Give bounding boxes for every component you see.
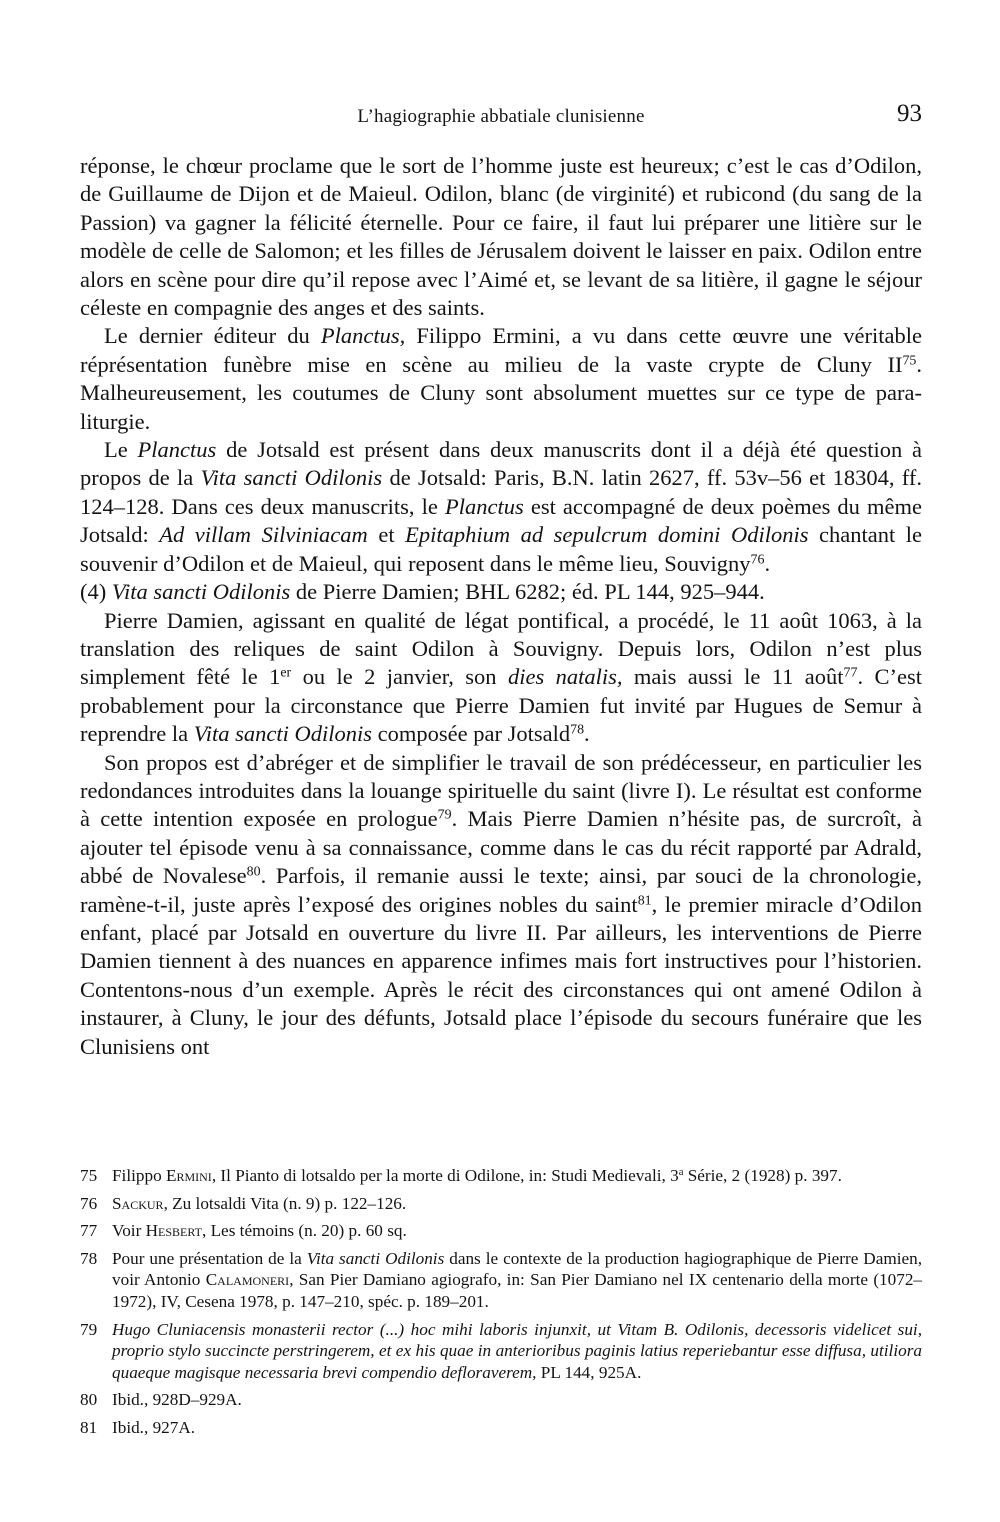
paragraph-4: [80, 578, 922, 606]
paragraph-3: [80, 436, 922, 578]
fn75-text-c: Série, 2 (1928) p. 397.: [683, 1166, 842, 1185]
footnote-number: 80: [80, 1390, 98, 1410]
p6-text-a: Son propos est d’abréger et de simplifier le travail de son prédécesseur, en particulier les redondances introduites dans la louange spirituelle du saint (livre I). Le résultat est conforme à cette intention exposée en prologue: [80, 749, 922, 832]
p5-text-e: composée par Jotsald: [372, 721, 571, 747]
p3-text-e: et: [367, 522, 406, 548]
p3-title-ad-villam: Ad villam Silviniacam: [159, 522, 368, 548]
p6-text-c: . Parfois, il remanie aussi le texte; ainsi, par souci de la chronologie, ramène-t-il, juste après l’exposé des origines nobles du saint: [80, 863, 922, 917]
running-header: [80, 100, 922, 140]
footnote-77: [80, 1220, 922, 1242]
p3-title-vita: Vita sancti Odilonis: [200, 465, 383, 491]
paragraph-1: [80, 152, 922, 322]
fn78-text-b: dans le contexte de la production hagiographique de Pierre Damien, voir Antonio: [112, 1248, 922, 1290]
p6-text-b: . Mais Pierre Damien n’hésite pas, de surcroît, à ajouter tel épisode venu à sa connaissance, comme dans le cas du récit rapporté par Adrald, abbé de Novalese: [80, 806, 922, 889]
p4-text-a: (4): [80, 579, 112, 605]
p2-text-a: Le dernier éditeur du: [104, 323, 321, 349]
footnote-number: 78: [80, 1248, 98, 1268]
footnote-81: [80, 1417, 922, 1439]
footnote-text: [112, 1248, 922, 1313]
p3-title-epitaphium: Epitaphium ad sepulcrum domini Odilonis: [405, 522, 809, 548]
p3-text-c: de Jotsald: Paris, B.N. latin 2627, ff. 53v–56 et 18304, ff. 124–128. Dans ces deux manuscrits, le: [80, 465, 922, 519]
fn79-latin-quote: Hugo Cluniacensis monasterii rector (...) hoc mihi laboris injunxit, ut Vitam B. Odilonis, decessoris videlicet sui, proprio stylo succincte perstringerem, et ex his quae in anterioribus paginis latius reperiebantur esse diffusa, utiliora quaeque magisque necessaria brevi compendio defloraverem,: [112, 1319, 922, 1382]
fn75-sup: a: [678, 1167, 684, 1179]
p3-text-g: .: [764, 550, 771, 576]
footnote-78: [80, 1248, 922, 1313]
fn77-text-b: , Les témoins (n. 20) p. 60 sq.: [201, 1221, 407, 1241]
footnote-ref-76[interactable]: 76: [750, 552, 765, 568]
p5-text-c: mais aussi le 11 août: [622, 664, 844, 690]
paragraph-6: [80, 749, 922, 1061]
footnote-text: [112, 1319, 922, 1384]
footnote-number: 75: [80, 1166, 98, 1185]
footnote-76: [80, 1193, 922, 1215]
footnote-text: Ibid., 927A.: [112, 1417, 196, 1437]
p4-text-b: de Pierre Damien; BHL 6282; éd. PL 144, 925–944.: [290, 579, 765, 605]
p5-text-b: ou le 2 janvier, son: [291, 664, 508, 690]
footnote-ref-80[interactable]: 80: [246, 864, 261, 880]
footnote-number: 77: [80, 1221, 98, 1241]
running-title: L’hagiographie abbatiale clunisienne: [357, 106, 645, 127]
p3-text-b: de Jotsald est présent dans deux manuscrits dont il a déjà été question à propos de la: [80, 437, 922, 491]
footnote-text: [112, 1220, 922, 1242]
fn78-text-a: Pour une présentation de la: [112, 1248, 307, 1268]
paragraph-1-text: réponse, le chœur proclame que le sort de l’homme juste est heureux; c’est le cas d’Odilon, de Guillaume de Dijon et de Maieul. Odilon, blanc (de virginité) et rubicond (du sang de la Passion) va gagner la félicité éternelle. Pour ce faire, il faut lui préparer une litière sur le modèle de celle de Salomon; et les filles de Jérusalem doivent le laisser en paix. Odilon entre alors en scène pour dire qu’il repose avec l’Aimé et, se levant de sa litière, il gagne le séjour céleste en compagnie des anges et des saints.: [80, 153, 922, 321]
footnote-text: Ibid., 928D–929A.: [112, 1390, 242, 1410]
fn75-text-a: Filippo: [112, 1166, 166, 1185]
p5-text-a: Pierre Damien, agissant en qualité de légat pontifical, a procédé, le 11 août 1063, à la translation des reliques de saint Odilon à Souvigny. Depuis lors, Odilon n’est plus simplement fêté le 1: [80, 607, 922, 690]
fn75-text-b: , Il Pianto di lotsaldo per la morte di Odilone, in: Studi Medievali, 3: [211, 1166, 679, 1185]
footnote-ref-79[interactable]: 79: [437, 807, 452, 823]
fn77-text-a: Voir: [112, 1221, 146, 1241]
p4-title-vita: Vita sancti Odilonis: [111, 579, 291, 605]
p5-text-f: .: [584, 721, 590, 747]
footnote-79: [80, 1319, 922, 1384]
main-text: [80, 152, 922, 1061]
p3-title-planctus-2: Planctus: [444, 493, 524, 519]
fn75-author: Ermini: [165, 1166, 212, 1185]
p5-text-d: . C’est probablement pour la circonstance que Pierre Damien fut invité par Hugues de Semur à reprendre la: [80, 664, 922, 747]
footnote-80: [80, 1389, 922, 1411]
footnote-number: 76: [80, 1193, 98, 1213]
fn77-author: Hesbert: [145, 1221, 202, 1241]
footnote-ref-75[interactable]: 75: [902, 353, 917, 369]
fn76-author: Sackur: [112, 1193, 164, 1213]
p3-text-f: chantant le souvenir d’Odilon et de Maieul, qui reposent dans le même lieu, Souvigny: [80, 522, 922, 576]
p2-text-b: Filippo Ermini, a vu dans cette œuvre une véritable réprésentation funèbre mise en scène au milieu de la vaste crypte de Cluny II: [80, 323, 922, 377]
p2-text-c: . Malheureusement, les coutumes de Cluny sont absolument muettes sur ce type de para-liturgie.: [80, 351, 922, 434]
ordinal-suffix: er: [280, 665, 292, 681]
p5-dies-natalis: dies natalis,: [507, 664, 623, 690]
p3-title-planctus: Planctus: [137, 437, 217, 463]
footnote-text: [112, 1165, 922, 1187]
fn76-text-b: , Zu lotsaldi Vita (n. 9) p. 122–126.: [163, 1193, 407, 1213]
footnote-ref-81[interactable]: 81: [637, 892, 652, 908]
p2-title-planctus: Planctus,: [320, 323, 406, 349]
footnote-number: 79: [80, 1319, 98, 1339]
footnote-75: [80, 1165, 922, 1187]
fn78-title-vita: Vita sancti Odilonis: [306, 1248, 445, 1268]
fn78-text-c: , San Pier Damiano agiografo, in: San Pier Damiano nel IX centenario della morte (1072–1972), IV, Cesena 1978, p. 147–210, spéc. p. 189–201.: [112, 1270, 923, 1311]
fn78-author: Calamoneri: [205, 1270, 290, 1290]
footnotes: [80, 1165, 922, 1445]
page-number: 93: [897, 100, 922, 127]
footnote-text: [112, 1193, 922, 1215]
paragraph-5: [80, 607, 922, 749]
fn79-text-tail: PL 144, 925A.: [536, 1362, 642, 1382]
paragraph-2: [80, 322, 922, 436]
footnote-ref-78[interactable]: 78: [570, 722, 585, 738]
p5-title-vita: Vita sancti Odilonis: [193, 721, 373, 747]
p3-text-a: Le: [104, 437, 138, 463]
footnote-number: 81: [80, 1417, 98, 1437]
p3-text-d: est accompagné de deux poèmes du même Jotsald:: [80, 493, 922, 548]
p6-text-d: , le premier miracle d’Odilon enfant, placé par Jotsald en ouverture du livre II. Par ailleurs, les interventions de Pierre Damien tiennent à des nuances en apparence infimes mais fort instructives pour l’historien. Contentons-nous d’un exemple. Après le récit des circonstances qui ont amené Odilon à instaurer, à Cluny, le jour des défunts, Jotsald place l’épisode du secours funéraire que les Clunisiens ont: [80, 891, 922, 1059]
footnote-ref-77[interactable]: 77: [843, 665, 858, 681]
